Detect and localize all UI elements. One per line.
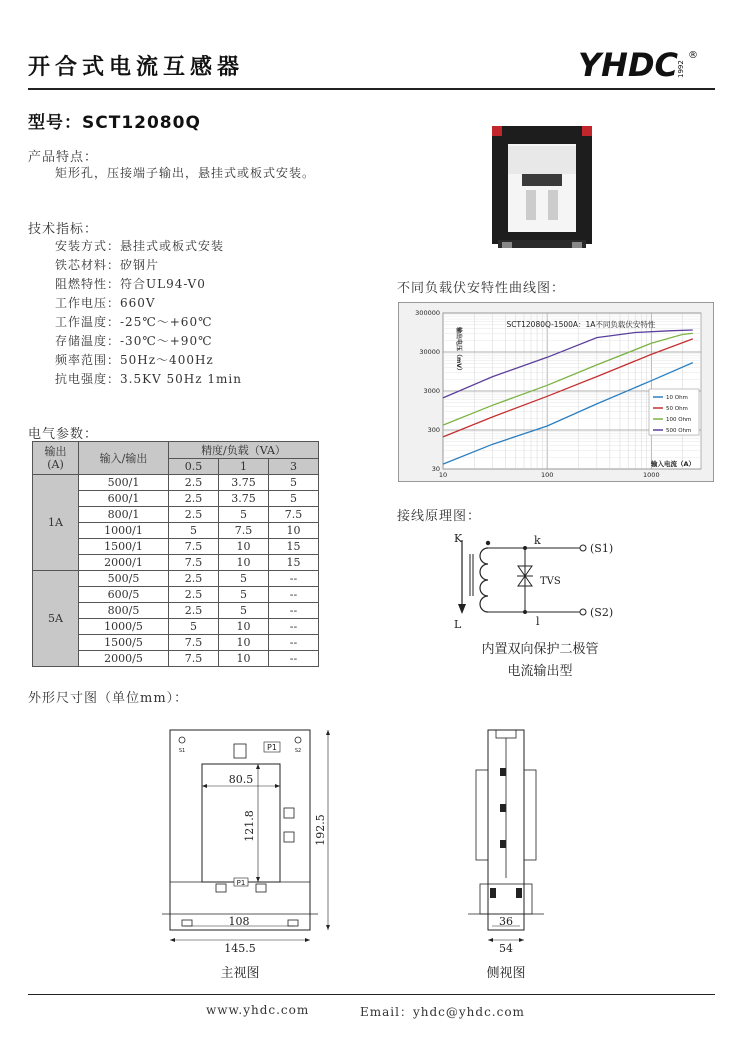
- label-L: L: [454, 618, 462, 631]
- spec-frequency: 频率范围：50Hz～400Hz: [55, 353, 214, 367]
- output-cell: 5A: [33, 571, 79, 667]
- accuracy-cell: 5: [269, 475, 319, 491]
- dimensions-heading: 外形尺寸图（单位mm）：: [28, 691, 189, 706]
- accuracy-cell: --: [269, 587, 319, 603]
- spec-voltage: 工作电压：660V: [55, 296, 156, 310]
- front-view-caption: 主视图: [220, 966, 260, 981]
- ratio-cell: 1000/5: [79, 619, 169, 635]
- table-row: [33, 475, 319, 491]
- spec-op-temp: 工作温度：-25℃～+60℃: [55, 315, 213, 329]
- accuracy-cell: 15: [269, 555, 319, 571]
- label-S1: (S1): [590, 542, 614, 555]
- chart-xlabel: 输入电流（A）: [650, 460, 695, 468]
- y-tick-label: 30000: [419, 348, 440, 356]
- side-view-caption: 侧视图: [486, 966, 526, 981]
- wiring-diagram: [440, 528, 640, 633]
- label-l: l: [536, 615, 540, 628]
- ratio-cell: 2000/1: [79, 555, 169, 571]
- ratio-cell: 500/5: [79, 571, 169, 587]
- accuracy-cell: --: [269, 603, 319, 619]
- model-number: 型号：SCT12080Q: [28, 113, 201, 133]
- ratio-cell: 2000/5: [79, 651, 169, 667]
- col-ratio-header: 输入/输出: [79, 442, 169, 475]
- va-curve-chart: [398, 302, 714, 482]
- y-tick-label: 30: [431, 465, 440, 473]
- y-tick-label: 300: [427, 426, 440, 434]
- chart-svg: [399, 303, 713, 481]
- ratio-cell: 1500/5: [79, 635, 169, 651]
- accuracy-cell: 7.5: [269, 507, 319, 523]
- curve-heading: 不同负载伏安特性曲线图：: [397, 281, 566, 296]
- spec-core: 铁芯材料：矽钢片: [55, 258, 160, 272]
- dim-total-width: 145.5: [224, 942, 256, 955]
- features-heading: 产品特点：: [28, 150, 99, 165]
- accuracy-cell: 2.5: [169, 475, 219, 491]
- x-tick-label: 100: [540, 471, 554, 479]
- accuracy-cell: 15: [269, 539, 319, 555]
- ratio-cell: 1500/1: [79, 539, 169, 555]
- col-output-header: 输出 (A): [33, 442, 79, 475]
- accuracy-cell: 2.5: [169, 587, 219, 603]
- accuracy-cell: 10: [219, 539, 269, 555]
- spec-storage-temp: 存储温度：-30℃～+90℃: [55, 334, 213, 348]
- dim-inner-height: 121.8: [243, 810, 256, 842]
- accuracy-cell: 5: [219, 571, 269, 587]
- ratio-cell: 600/1: [79, 491, 169, 507]
- accuracy-cell: 10: [219, 635, 269, 651]
- dim-side-inner: 36: [499, 915, 513, 928]
- wiring-caption-2: 电流输出型: [507, 664, 573, 679]
- dim-inner-width: 80.5: [228, 773, 254, 786]
- footer-rule: [28, 994, 715, 995]
- accuracy-cell: 7.5: [219, 523, 269, 539]
- accuracy-cell: --: [269, 635, 319, 651]
- dim-side-outer: 54: [499, 942, 513, 955]
- accuracy-cell: --: [269, 571, 319, 587]
- label-K: K: [454, 532, 463, 545]
- dim-total-height: 192.5: [314, 814, 327, 846]
- ratio-cell: 1000/1: [79, 523, 169, 539]
- dim-base-width: 108: [228, 915, 250, 928]
- accuracy-cell: 5: [219, 603, 269, 619]
- accuracy-cell: 5: [219, 507, 269, 523]
- accuracy-cell: 10: [269, 523, 319, 539]
- label-P1-bottom: P1: [236, 879, 246, 887]
- y-tick-label: 300000: [415, 309, 440, 317]
- label-P1-top: P1: [267, 743, 277, 752]
- spec-flame: 阻燃特性：符合UL94-V0: [55, 277, 206, 291]
- table-row: [33, 571, 319, 587]
- ratio-cell: 600/5: [79, 587, 169, 603]
- accuracy-cell: 7.5: [169, 555, 219, 571]
- accuracy-cell: 2.5: [169, 603, 219, 619]
- header-rule: [28, 88, 715, 90]
- ratio-cell: 800/5: [79, 603, 169, 619]
- accuracy-cell: 3.75: [219, 475, 269, 491]
- label-S2-front: S2: [294, 748, 302, 754]
- label-S1-front: S1: [178, 748, 186, 754]
- col-accuracy-header: 精度/负载（VA）: [169, 442, 319, 459]
- legend-label-2: 100 Ohm: [666, 417, 692, 423]
- accuracy-cell: 7.5: [169, 539, 219, 555]
- label-tvs: TVS: [540, 576, 561, 587]
- load-header: 0.5: [169, 459, 219, 475]
- specs-heading: 技术指标：: [28, 222, 99, 237]
- accuracy-cell: 7.5: [169, 651, 219, 667]
- accuracy-cell: 10: [219, 555, 269, 571]
- accuracy-cell: 2.5: [169, 507, 219, 523]
- label-S2: (S2): [590, 606, 614, 619]
- legend-label-0: 10 Ohm: [666, 395, 688, 401]
- accuracy-cell: 5: [169, 523, 219, 539]
- document-title: 开合式电流互感器: [28, 55, 245, 80]
- wiring-heading: 接线原理图：: [397, 509, 482, 524]
- electrical-table-wrap: [32, 441, 319, 667]
- legend-label-1: 50 Ohm: [666, 406, 688, 412]
- accuracy-cell: 3.75: [219, 491, 269, 507]
- accuracy-cell: 2.5: [169, 491, 219, 507]
- chart-ylabel: 输出电压（mV）: [455, 327, 462, 374]
- accuracy-cell: 7.5: [169, 635, 219, 651]
- spec-dielectric: 抗电强度：3.5KV 50Hz 1min: [55, 372, 242, 386]
- load-header: 3: [269, 459, 319, 475]
- accuracy-cell: 5: [169, 619, 219, 635]
- legend-label-3: 500 Ohm: [666, 428, 692, 434]
- load-header: 1: [219, 459, 269, 475]
- accuracy-cell: --: [269, 651, 319, 667]
- front-view-drawing: [160, 728, 340, 956]
- accuracy-cell: 5: [219, 587, 269, 603]
- logo-text: YHDC: [578, 46, 678, 84]
- electrical-table: [32, 441, 319, 667]
- x-tick-label: 1000: [643, 471, 660, 479]
- logo-year: 1992: [677, 60, 685, 78]
- product-photo: [478, 114, 612, 254]
- x-tick-label: 10: [438, 471, 448, 479]
- ratio-cell: 500/1: [79, 475, 169, 491]
- registered-mark: ®: [688, 50, 698, 61]
- ratio-cell: 800/1: [79, 507, 169, 523]
- accuracy-cell: 10: [219, 619, 269, 635]
- wiring-caption-1: 内置双向保护二极管: [481, 642, 599, 657]
- website-link[interactable]: www.yhdc.com: [206, 1003, 310, 1017]
- accuracy-cell: --: [269, 619, 319, 635]
- electrical-heading: 电气参数：: [28, 427, 99, 442]
- side-view-drawing: [466, 728, 546, 956]
- label-k: k: [534, 534, 541, 547]
- accuracy-cell: 5: [269, 491, 319, 507]
- spec-mounting: 安装方式：悬挂式或板式安装: [55, 239, 225, 253]
- accuracy-cell: 2.5: [169, 571, 219, 587]
- y-tick-label: 3000: [423, 387, 440, 395]
- features-text: 矩形孔，压接端子输出，悬挂式或板式安装。: [55, 166, 316, 180]
- yhdc-logo: [578, 44, 698, 84]
- output-cell: 1A: [33, 475, 79, 571]
- email-link[interactable]: Email：yhdc@yhdc.com: [360, 1005, 525, 1019]
- chart-title: SCT12080Q-1500A：1A不同负载伏安特性: [506, 320, 656, 329]
- accuracy-cell: 10: [219, 651, 269, 667]
